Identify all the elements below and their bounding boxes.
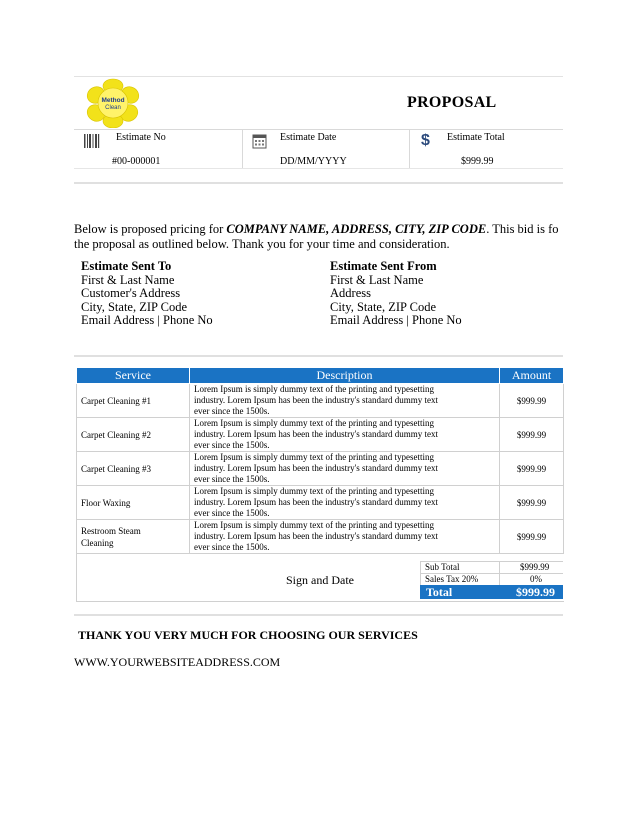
table-row: [77, 418, 564, 452]
estimate-date-cell: [242, 130, 409, 168]
estimate-total-label: Estimate Total: [447, 132, 505, 143]
sent-from-block: [330, 260, 462, 328]
desc-line: ever since the 1500s.: [194, 474, 270, 484]
totals-divider: [499, 561, 500, 585]
estimate-date-label: Estimate Date: [280, 132, 337, 143]
intro-line2: the proposal as outlined below. Thank you for your time and consideration.: [74, 237, 450, 251]
sent-from-name: First & Last Name: [330, 272, 424, 287]
estimate-no-value: #00-000001: [112, 156, 161, 167]
table-row: [77, 486, 564, 520]
service-amount: $999.99: [500, 486, 564, 520]
desc-line: ever since the 1500s.: [194, 508, 270, 518]
desc-line: ever since the 1500s.: [194, 440, 270, 450]
desc-line: industry. Lorem Ipsum has been the industry's standard dummy text: [194, 497, 438, 507]
desc-line: ever since the 1500s.: [194, 406, 270, 416]
subtotal-label: Sub Total: [425, 562, 460, 572]
sent-from-address: Address: [330, 286, 371, 301]
desc-line: industry. Lorem Ipsum has been the industry's standard dummy text: [194, 531, 438, 541]
total-label: Total: [426, 585, 453, 599]
estimate-total-value: $999.99: [461, 156, 494, 167]
page-title: PROPOSAL: [407, 94, 497, 111]
totals-divider: [420, 561, 421, 585]
desc-line: Lorem Ipsum is simply dummy text of the printing and typesetting: [194, 384, 434, 394]
service-name: Carpet Cleaning #3: [77, 452, 190, 486]
estimate-total-cell: [409, 130, 563, 168]
estimate-info-strip: [74, 129, 563, 169]
logo-text-line1: Method: [101, 97, 125, 104]
barcode-icon: [84, 133, 100, 152]
sent-to-block: [81, 260, 213, 328]
calendar-icon: [252, 133, 268, 152]
website-address: WWW.YOURWEBSITEADDRESS.COM: [74, 655, 281, 669]
desc-line: Lorem Ipsum is simply dummy text of the printing and typesetting: [194, 520, 434, 530]
desc-line: industry. Lorem Ipsum has been the industry's standard dummy text: [194, 395, 438, 405]
service-name: Floor Waxing: [77, 486, 190, 520]
tax-value: 0%: [530, 574, 542, 584]
total-bar: [420, 585, 563, 599]
service-name: Restroom Steam Cleaning: [77, 520, 190, 554]
service-description: [190, 418, 500, 452]
sent-from-heading: Estimate Sent From: [330, 259, 437, 273]
estimate-date-value: DD/MM/YYYY: [280, 156, 347, 167]
logo-text-line2: Clean: [105, 105, 121, 111]
table-divider: [74, 355, 563, 357]
service-description: [190, 520, 500, 554]
footer-divider: [74, 614, 563, 616]
service-amount: $999.99: [500, 520, 564, 554]
total-value: $999.99: [516, 585, 555, 599]
sent-to-name: First & Last Name: [81, 272, 175, 287]
service-description: [190, 486, 500, 520]
intro-paragraph: [74, 222, 563, 252]
service-table: [76, 367, 564, 554]
service-description: [190, 384, 500, 418]
sent-to-heading: Estimate Sent To: [81, 259, 172, 273]
desc-line: Lorem Ipsum is simply dummy text of the printing and typesetting: [194, 418, 434, 428]
company-logo: [86, 78, 140, 128]
subtotal-value: $999.99: [520, 562, 550, 572]
estimate-no-label: Estimate No: [116, 132, 166, 143]
sent-from-contact: Email Address | Phone No: [330, 313, 462, 328]
intro-text: Below is proposed pricing for: [74, 222, 227, 236]
sent-to-address: Customer's Address: [81, 286, 181, 301]
service-name: Carpet Cleaning #1: [77, 384, 190, 418]
service-name: Carpet Cleaning #2: [77, 418, 190, 452]
service-description: [190, 452, 500, 486]
thank-you-message: THANK YOU VERY MUCH FOR CHOOSING OUR SERVICES: [78, 628, 418, 642]
table-row: [77, 520, 564, 554]
desc-line: industry. Lorem Ipsum has been the industry's standard dummy text: [194, 429, 438, 439]
table-row: [77, 384, 564, 418]
desc-line: Lorem Ipsum is simply dummy text of the printing and typesetting: [194, 486, 434, 496]
sent-from-city: City, State, ZIP Code: [330, 299, 437, 314]
estimate-no-cell: [74, 130, 242, 168]
amount-header: Amount: [500, 368, 564, 384]
table-header-row: [77, 368, 564, 384]
sign-and-date: Sign and Date: [286, 573, 354, 587]
intro-text-cont: . This bid is fo: [486, 222, 559, 236]
section-divider: [74, 182, 563, 184]
sent-to-city: City, State, ZIP Code: [81, 299, 188, 314]
tax-label: Sales Tax 20%: [425, 574, 479, 584]
intro-company: COMPANY NAME, ADDRESS, CITY, ZIP CODE: [226, 222, 487, 236]
service-header: Service: [77, 368, 190, 384]
service-amount: $999.99: [500, 418, 564, 452]
top-divider: [74, 76, 563, 77]
description-header: Description: [190, 368, 500, 384]
desc-line: industry. Lorem Ipsum has been the industry's standard dummy text: [194, 463, 438, 473]
service-amount: $999.99: [500, 452, 564, 486]
sent-to-contact: Email Address | Phone No: [81, 313, 213, 328]
service-amount: $999.99: [500, 384, 564, 418]
desc-line: Lorem Ipsum is simply dummy text of the printing and typesetting: [194, 452, 434, 462]
dollar-icon: $: [421, 132, 430, 149]
desc-line: ever since the 1500s.: [194, 542, 270, 552]
table-row: [77, 452, 564, 486]
